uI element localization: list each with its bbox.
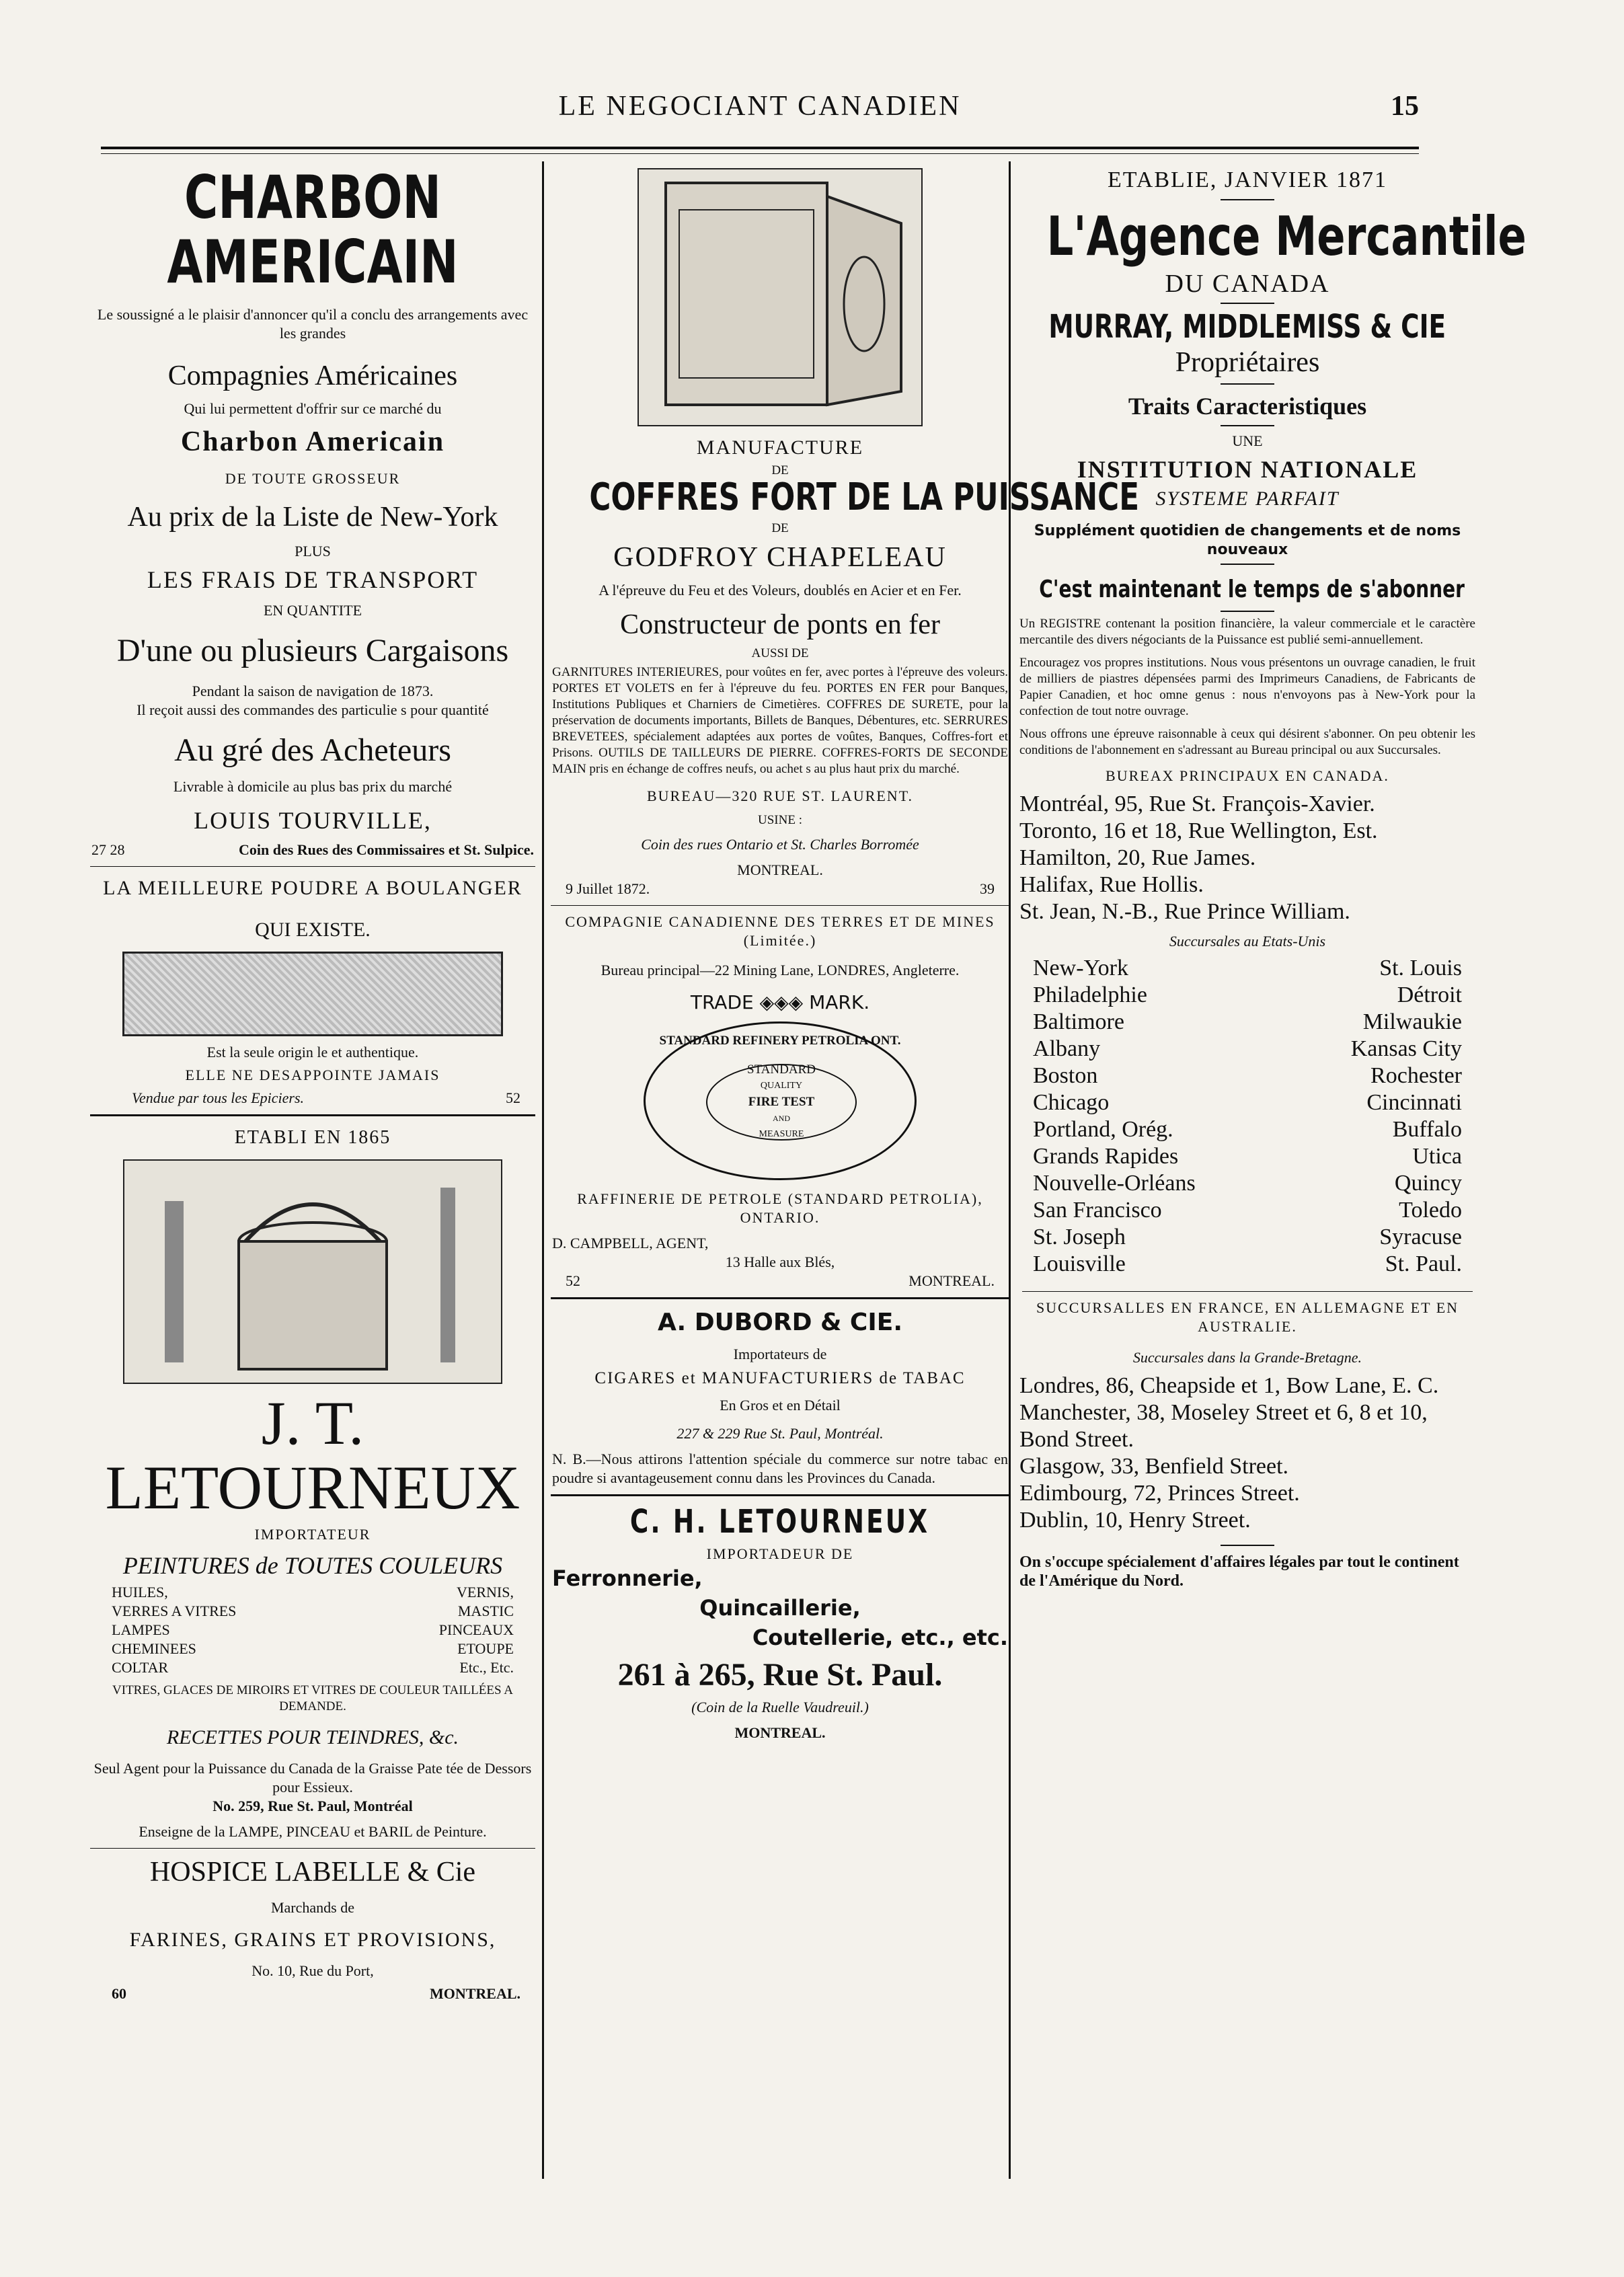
us-city: St. Paul. (1385, 1251, 1462, 1276)
letourneux-item-row (112, 1583, 514, 1602)
ad-compagnie-bureau: Bureau principal—22 Mining Lane, LONDRES, Angleterre. (601, 962, 960, 978)
gb-item: Manchester, 38, Moseley Street et 6, 8 et 10, Bond Street. (1019, 1400, 1428, 1452)
ad-coffres-de2: DE (771, 521, 789, 535)
us-city: St. Louis (1379, 956, 1462, 980)
letourneux-item: PINCEAUX (438, 1621, 514, 1638)
us-city: St. Joseph (1033, 1225, 1126, 1249)
rule (1221, 383, 1274, 385)
us-city-row (1033, 1063, 1462, 1089)
ad-compagnie-halle: 13 Halle aux Blés, (725, 1253, 835, 1270)
us-cities-list (1033, 955, 1462, 1278)
ad-compagnie-trade: TRADE (690, 991, 754, 1013)
rule (1221, 611, 1274, 612)
ad-agence-succ-us: Succursales au Etats-Unis (1169, 933, 1326, 950)
separator (551, 1494, 1009, 1496)
letourneux-item: COLTAR (112, 1659, 169, 1676)
us-city: Milwaukie (1362, 1009, 1462, 1034)
ad-coffres-constructeur: Constructeur de ponts en fer (620, 609, 940, 640)
ad-agence-encouragez: Encouragez vos propres institutions. Nous vous présentons un ouvrage canadien, le fruit de milliers de piastres dépensées parmi des Imprimeurs Canadiens, de Fabricants de Papier Canadien, et hoc omne genus : nous n'envoyons pas à New-York pour la confection de tout notre ouvrage. (1019, 656, 1475, 718)
ad-chletourneux-quincaillerie: Quincaillerie, (699, 1595, 861, 1621)
gb-item: Dublin, 10, Henry Street. (1019, 1508, 1251, 1533)
ad-agence-bureaux-title: BUREAX PRINCIPAUX EN CANADA. (1106, 767, 1389, 784)
letourneux-item: Etc., Etc. (459, 1659, 514, 1676)
logo-inner-1: STANDARD (747, 1063, 816, 1077)
ad-poudre (91, 874, 534, 1108)
ad-letourneux-items (112, 1583, 514, 1677)
ad-hospice-city: MONTREAL. (429, 1985, 520, 2002)
ad-agence-systeme: SYSTEME PARFAIT (1155, 488, 1340, 510)
us-city: San Francisco (1033, 1198, 1162, 1223)
ad-compagnie-city: MONTREAL. (908, 1272, 995, 1289)
ad-charbon-quantite: EN QUANTITE (263, 602, 362, 619)
ad-coffres-date: 9 Juillet 1872. (566, 880, 650, 897)
us-city: Louisville (1033, 1251, 1126, 1276)
us-city: Toledo (1399, 1198, 1462, 1223)
ad-coffres-coin: Coin des rues Ontario et St. Charles Borromée (641, 836, 919, 853)
logo-inner-2: QUALITY (760, 1081, 803, 1091)
ad-chletourneux-coutellerie: Coutellerie, etc., etc. (752, 1625, 1008, 1650)
ad-coffres-name: GODFROY CHAPELEAU (613, 542, 947, 573)
ad-agence-owners: MURRAY, MIDDLEMISS & CIE (1048, 308, 1446, 346)
separator (90, 1848, 535, 1849)
standard-refinery-logo (644, 1021, 917, 1180)
gb-item: Edimbourg, 72, Princes Street. (1019, 1481, 1300, 1506)
ad-charbon-saison: Pendant la saison de navigation de 1873. (192, 683, 434, 699)
logo-inner-3: FIRE TEST (748, 1095, 815, 1109)
ad-compagnie-title: COMPAGNIE CANADIENNE DES TERRES ET DE MINES (Limitée.) (565, 913, 995, 949)
ad-hospice-name: HOSPICE LABELLE & Cie (149, 1857, 476, 1888)
ad-coffres-usine: USINE : (758, 813, 802, 827)
ad-chletourneux-ferronnerie: Ferronnerie, (552, 1566, 703, 1591)
ad-letourneux-address: No. 259, Rue St. Paul, Montréal (212, 1798, 413, 1814)
diamond-ornament-icon: ◈◈◈ (759, 991, 810, 1013)
letourneux-item-row (112, 1621, 514, 1639)
ad-compagnie-trademark (552, 988, 1008, 1017)
column-3 (1015, 161, 1526, 2199)
letourneux-item: HUILES, (112, 1584, 168, 1600)
ad-dubord-address: 227 & 229 Rue St. Paul, Montréal. (676, 1425, 884, 1442)
separator (1022, 1291, 1473, 1292)
ad-dubord-importateurs: Importateurs de (733, 1346, 827, 1362)
ad-chletourneux-importateur: IMPORTADEUR DE (706, 1545, 854, 1562)
ad-letourneux-vitres: VITRES, GLACES DE MIROIRS ET VITRES DE COULEUR TAILLÉES A DEMANDE. (112, 1683, 513, 1713)
ad-chletourneux-address: 261 à 265, Rue St. Paul. (617, 1657, 943, 1693)
ad-poudre-vendue: Vendue par tous les Epiciers. (132, 1089, 305, 1106)
ad-dubord-cigares: CIGARES et MANUFACTURIERS de TABAC (594, 1369, 966, 1387)
gb-list (1019, 1373, 1475, 1534)
us-city: Nouvelle-Orléans (1033, 1171, 1196, 1196)
letourneux-item: LAMPES (112, 1621, 170, 1638)
ad-poudre-never: ELLE NE DESAPPOINTE JAMAIS (185, 1067, 440, 1083)
ad-dubord-gros: En Gros et en Détail (720, 1397, 841, 1414)
separator (551, 905, 1009, 906)
logo-inner-4: AND (773, 1114, 790, 1123)
column-1 (87, 161, 538, 2199)
ad-compagnie-num: 52 (566, 1272, 580, 1289)
ad-compagnie (552, 913, 1008, 1290)
rule (1221, 303, 1274, 304)
ad-chletourneux (552, 1503, 1008, 1742)
bureau-item: Hamilton, 20, Rue James. (1019, 845, 1256, 870)
separator (551, 1297, 1009, 1299)
letourneux-item: CHEMINEES (112, 1640, 196, 1657)
ad-compagnie-campbell: D. CAMPBELL, AGENT, (552, 1235, 709, 1251)
ad-agence-etablie: ETABLIE, JANVIER 1871 (1107, 167, 1388, 192)
ad-coffres-body: GARNITURES INTERIEURES, pour voûtes en fer, avec portes à l'épreuve des voleurs. PORTES ET VOLETS en fer à l'épreuve du feu. PORTES EN FER pour Banques, Institutions Publiques et Charniers de Cimetières. COFFRES DE SURETE, pour la préservation de documents importants, Billets de Banques, Débentures, etc. SERRURES BREVETEES, spécialement adaptées aux portes de voûtes, Banques, Coffres-fort et Prisons. OUTILS DE TAILLEURS DE PIERRE. COFFRES-FORTS DE SECONDE MAIN pris en échange de coffres neufs, ou achet s au plus haut prix du marché. (552, 665, 1008, 776)
ad-letourneux-agent: Seul Agent pour la Puissance du Canada de la Graisse Pate tée de Dessors pour Essieux. (93, 1760, 532, 1796)
us-city-row (1033, 1170, 1462, 1197)
ad-chletourneux-name: C. H. LETOURNEUX (630, 1503, 930, 1541)
bureaux-list (1019, 791, 1475, 925)
us-city: Détroit (1397, 982, 1462, 1007)
ad-charbon-product: Charbon Americain (180, 426, 445, 457)
ad-charbon-name: LOUIS TOURVILLE, (194, 807, 432, 834)
ad-agence-title: L'Agence Mercantile (1046, 205, 1526, 268)
us-city-row (1033, 1197, 1462, 1224)
ad-agence-traits: Traits Caracteristiques (1128, 393, 1367, 420)
ad-agence-proprietaires: Propriétaires (1175, 347, 1320, 378)
us-city-row (1033, 955, 1462, 982)
letourneux-item: VERRES A VITRES (112, 1603, 237, 1619)
ad-letourneux-name: J. T. LETOURNEUX (105, 1389, 520, 1522)
us-city-row (1033, 1116, 1462, 1143)
letourneux-item-row (112, 1639, 514, 1658)
rule (1221, 425, 1274, 426)
ad-agence-institution: INSTITUTION NATIONALE (1077, 456, 1418, 483)
separator (90, 866, 535, 867)
us-city: Philadelphie (1033, 982, 1147, 1007)
page-header (101, 90, 1419, 130)
ad-compagnie-raffinerie: RAFFINERIE DE PETROLE (STANDARD PETROLIA), ONTARIO. (577, 1190, 983, 1226)
ad-agence-registre: Un REGISTRE contenant la position financière, la valeur commerciale et le caractère mercantile des divers négociants de la Puissance est publié semi-annuellement. (1019, 617, 1475, 647)
ad-dubord-nb: N. B.—Nous attirons l'attention spéciale du commerce sur notre tabac en poudre si avantageusement connu dans les Provinces du Canada. (552, 1451, 1008, 1486)
ad-coffres-bureau: BUREAU—320 RUE ST. LAURENT. (646, 787, 913, 804)
us-city: Cincinnati (1366, 1090, 1462, 1115)
ad-charbon-prix: Au prix de la Liste de New-York (127, 502, 498, 533)
us-city: Quincy (1394, 1171, 1462, 1196)
letourneux-item: MASTIC (457, 1603, 514, 1619)
ad-charbon-title: CHARBON AMERICAIN (167, 163, 459, 297)
newspaper-title: LE NEGOCIANT CANADIEN (558, 91, 962, 122)
ad-charbon-intro: Le soussigné a le plaisir d'annoncer qu'il a conclu des arrangements avec les grandes (97, 306, 529, 342)
ad-charbon-plus: PLUS (295, 543, 331, 559)
ad-letourneux-etabli: ETABLI EN 1865 (234, 1127, 391, 1148)
ad-agence-offrons: Nous offrons une épreuve raisonnable à ceux qui désirent s'abonner. On peu obtenir les conditions de l'abonnement en s'adressant au Bureau principal ou aux Succursales. (1019, 727, 1475, 757)
ad-charbon-gre: Au gré des Acheteurs (174, 732, 451, 768)
ad-poudre-num: 52 (506, 1089, 520, 1106)
gb-item: Londres, 86, Cheapside et 1, Bow Lane, E. C. (1019, 1373, 1439, 1398)
bureau-item: Toronto, 16 et 18, Rue Wellington, Est. (1019, 818, 1378, 843)
us-city: Albany (1033, 1036, 1101, 1061)
us-city: Kansas City (1350, 1036, 1462, 1061)
us-city: Buffalo (1392, 1117, 1462, 1142)
us-city-row (1033, 1036, 1462, 1063)
ad-coffres-aussi: AUSSI DE (751, 646, 809, 660)
us-city: Baltimore (1033, 1009, 1124, 1034)
ad-hospice (91, 1855, 534, 2003)
ad-hospice-num: 60 (112, 1985, 126, 2002)
letourneux-item: VERNIS, (457, 1584, 514, 1600)
ad-agence-succ-fr: SUCCURSALLES EN FRANCE, EN ALLEMAGNE ET EN AUSTRALIE. (1036, 1299, 1459, 1335)
letourneux-item-row (112, 1658, 514, 1677)
page-number: 15 (1391, 91, 1419, 122)
letourneux-item: ETOUPE (457, 1640, 514, 1657)
ad-hospice-address: No. 10, Rue du Port, (252, 1962, 374, 1979)
safe-illustration (637, 168, 923, 426)
us-city: Boston (1033, 1063, 1098, 1088)
ad-letourneux-enseigne: Enseigne de la LAMPE, PINCEAU et BARIL de Peinture. (139, 1823, 487, 1840)
ad-coffres-de1: DE (771, 463, 789, 477)
ad-hospice-marchands: Marchands de (270, 1899, 354, 1916)
ad-coffres-epreuve: A l'épreuve du Feu et des Voleurs, doublés en Acier et en Fer. (598, 582, 962, 599)
ad-chletourneux-city: MONTREAL. (734, 1724, 826, 1741)
us-city-row (1033, 1224, 1462, 1251)
paint-can-illustration (123, 1159, 502, 1384)
ad-compagnie-mark: MARK. (809, 991, 870, 1013)
us-city-row (1033, 1009, 1462, 1036)
ad-charbon-frais: LES FRAIS DE TRANSPORT (147, 566, 479, 593)
ad-letourneux (91, 1123, 534, 1841)
rule (1221, 1545, 1274, 1546)
ad-agence-succ-gb: Succursales dans la Grande-Bretagne. (1132, 1349, 1362, 1366)
logo-inner-5: MEASURE (759, 1129, 804, 1139)
gb-item: Glasgow, 33, Benfield Street. (1019, 1454, 1289, 1479)
ad-charbon-livrable: Livrable à domicile au plus bas prix du marché (173, 778, 453, 795)
separator (90, 1114, 535, 1116)
rule (1221, 199, 1274, 200)
ad-agence-canada: DU CANADA (1165, 270, 1330, 298)
ad-agence-une: UNE (1232, 432, 1263, 449)
ad-coffres-manufacture: MANUFACTURE (696, 436, 864, 459)
ad-coffres-title: COFFRES FORT DE LA PUISSANCE (589, 475, 1140, 519)
ad-letourneux-peintures: PEINTURES de TOUTES COULEURS (122, 1552, 503, 1579)
poudre-stamp-image (122, 952, 503, 1036)
us-city-row (1033, 1143, 1462, 1170)
logo-outer-text: STANDARD REFINERY PETROLIA ONT. (659, 1034, 901, 1048)
ad-agence-temps: C'est maintenant le temps de s'abonner (1039, 576, 1465, 603)
bureau-item: Halifax, Rue Hollis. (1019, 872, 1204, 897)
ad-poudre-line2: QUI EXISTE. (255, 919, 371, 941)
us-city-row (1033, 982, 1462, 1009)
column-divider-1 (542, 161, 544, 2179)
ad-coffres-num: 39 (980, 880, 995, 897)
ad-charbon (91, 161, 534, 859)
us-city: Chicago (1033, 1090, 1110, 1115)
header-rule (101, 147, 1419, 149)
us-city: Grands Rapides (1033, 1144, 1179, 1169)
us-city: Portland, Orég. (1033, 1117, 1173, 1142)
ad-poudre-origin: Est la seule origin le et authentique. (206, 1044, 419, 1060)
ad-charbon-recoit: Il reçoit aussi des commandes des particulie s pour quantité (137, 701, 489, 718)
ad-poudre-line1: LA MEILLEURE POUDRE A BOULANGER (103, 877, 523, 899)
ad-letourneux-importateur: IMPORTATEUR (254, 1526, 371, 1543)
ad-charbon-address: Coin des Rues des Commissaires et St. Sulpice. (238, 841, 534, 858)
us-city: Utica (1412, 1144, 1462, 1169)
ad-letourneux-recettes: RECETTES POUR TEINDRES, &c. (166, 1726, 459, 1748)
ad-charbon-grosseur: DE TOUTE GROSSEUR (225, 470, 401, 487)
ad-coffres-city: MONTREAL. (737, 861, 823, 878)
ad-agence-supplement: Supplément quotidien de changements et de noms nouveaux (1034, 523, 1461, 558)
ad-charbon-line2: Qui lui permettent d'offrir sur ce marché du (184, 400, 442, 417)
ad-charbon-num: 27 28 (91, 841, 125, 858)
ad-agence-footer: On s'occupe spécialement d'affaires légales par tout le continent de l'Amérique du Nord. (1019, 1553, 1459, 1590)
bureau-item: St. Jean, N.-B., Rue Prince William. (1019, 899, 1350, 924)
header-rule-thin (101, 153, 1419, 154)
letourneux-item-row (112, 1602, 514, 1621)
ad-chletourneux-coin: (Coin de la Ruelle Vaudreuil.) (691, 1699, 869, 1715)
ad-charbon-companies: Compagnies Américaines (167, 360, 458, 391)
rule (1221, 564, 1274, 565)
us-city-row (1033, 1089, 1462, 1116)
us-city: Syracuse (1379, 1225, 1462, 1249)
bureau-item: Montréal, 95, Rue St. François-Xavier. (1019, 792, 1375, 816)
ad-dubord (552, 1306, 1008, 1488)
us-city-row (1033, 1251, 1462, 1278)
ad-hospice-farines: FARINES, GRAINS ET PROVISIONS, (129, 1929, 496, 1951)
ad-agence (1019, 165, 1526, 1590)
us-city: Rochester (1370, 1063, 1462, 1088)
us-city: New-York (1033, 956, 1128, 980)
ad-dubord-name: A. DUBORD & CIE. (657, 1309, 903, 1336)
ad-charbon-cargaisons: D'une ou plusieurs Cargaisons (116, 633, 509, 668)
